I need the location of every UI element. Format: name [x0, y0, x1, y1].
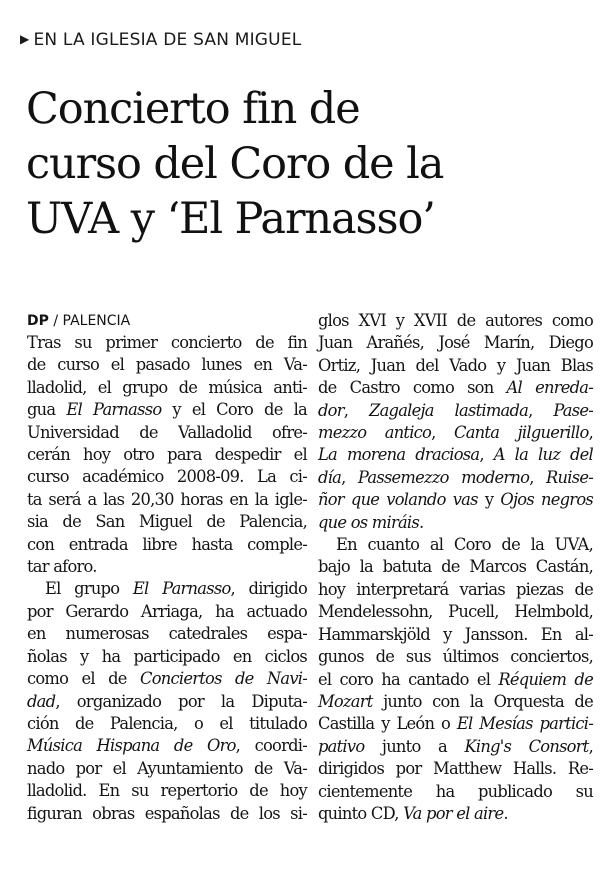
text-line: Hammarskjöld y Jansson. En al- [318, 624, 593, 644]
text-line: nado por el Ayuntamiento de Va- [27, 758, 307, 778]
text-run: , [588, 423, 594, 443]
triangle-arrow-icon: ▶ [20, 32, 30, 46]
text-run: , [528, 400, 554, 420]
text-line [318, 803, 593, 825]
text-line: figuran obras españolas de los si- [27, 803, 307, 823]
text-run: , [343, 400, 369, 420]
text-run: como el de [27, 669, 140, 689]
text-line: sia de San Miguel de Palencia, [27, 512, 307, 532]
italic-title: Va por el aire [403, 803, 504, 823]
text-line: cientemente ha publicado su [318, 781, 593, 801]
italic-title: A la luz del [493, 445, 594, 465]
kicker-text: EN LA IGLESIA DE SAN MIGUEL [33, 30, 302, 50]
text-run: junto con la Orquesta de [372, 691, 593, 711]
italic-title: dad [27, 691, 56, 711]
text-run: , [341, 467, 358, 487]
italic-title: Réquiem de [498, 669, 593, 689]
italic-title: Ojos negros [500, 490, 593, 510]
section-kicker [20, 30, 301, 50]
text-line [318, 736, 593, 758]
headline-line: curso del Coro de la [26, 139, 444, 189]
text-line [318, 422, 593, 444]
italic-title: King's Consort [464, 736, 589, 756]
text-line [27, 578, 307, 600]
text-run: Castilla y León o [318, 714, 457, 734]
text-run: junto a [364, 736, 465, 756]
text-line: por Gerardo Arriaga, ha actuado [27, 601, 307, 621]
text-line: Tras su primer concierto de fin [27, 333, 307, 352]
italic-title: que os miráis [318, 512, 419, 532]
italic-title: La morena draciosa [318, 445, 480, 465]
italic-title: dor [318, 400, 344, 420]
text-line: lladolid. En su repertorio de hoy [27, 781, 307, 801]
text-run: El grupo [45, 579, 133, 599]
italic-title: Música Hispana de Oro [27, 736, 236, 756]
italic-title: ñor que volando vas [318, 490, 478, 510]
text-run: , [529, 467, 547, 487]
text-line [318, 467, 593, 489]
headline [26, 82, 598, 247]
italic-title: pativo [318, 736, 365, 756]
text-line [27, 399, 307, 421]
text-line [27, 735, 307, 757]
text-run: , coordi- [235, 736, 307, 756]
italic-title: Zagaleja lastimada [369, 400, 529, 420]
text-line [318, 669, 593, 691]
italic-title: Pase- [553, 400, 593, 420]
text-line: ñolas y ha participado en ciclos [27, 646, 307, 666]
text-line: dirigidos por Matthew Halls. Re- [318, 759, 593, 779]
italic-title: Mozart [318, 691, 373, 711]
text-run: . [503, 803, 508, 823]
text-line: gunos de sus últimos conciertos, [318, 647, 593, 667]
text-line: bajo la batuta de Marcos Castán, [318, 557, 593, 577]
text-line: En cuanto al Coro de la UVA, [336, 535, 593, 555]
text-run: el coro ha cantado el [318, 669, 499, 689]
text-line [318, 713, 593, 735]
italic-title: El Parnasso [132, 579, 231, 599]
text-line [318, 377, 593, 399]
byline-place: PALENCIA [62, 313, 131, 329]
text-run: de Castro como son [318, 378, 507, 398]
text-run: , [479, 445, 494, 465]
text-line [318, 512, 593, 534]
text-line: con entrada libre hasta comple- [27, 534, 307, 554]
text-line: lladolid, el grupo de música anti- [27, 377, 307, 397]
text-line [318, 691, 593, 713]
italic-title: El Parnasso [66, 400, 162, 420]
text-line: tar aforo. [27, 557, 97, 577]
text-line: de curso el pasado lunes en Va- [27, 355, 307, 375]
text-line [318, 400, 593, 422]
article-column-right [318, 310, 593, 825]
byline [27, 310, 307, 332]
text-run: gua [27, 400, 67, 420]
text-line: ta será a las 20,30 horas en la igle- [27, 489, 307, 509]
text-line: cerán hoy otro para despedir el [27, 445, 307, 465]
text-line: Ortiz, Juan del Vado y Juan Blas [318, 355, 593, 375]
italic-title: mezzo antico [318, 423, 432, 443]
text-line: ción de Palencia, o el titulado [27, 713, 307, 733]
headline-line: UVA y ‘El Parnasso’ [26, 194, 435, 244]
text-line [27, 691, 307, 713]
text-run: y el Coro de la [161, 400, 308, 420]
article-column-left [27, 310, 307, 825]
text-line [318, 444, 593, 466]
text-line: Mendelessohn, Pucell, Helmbold, [318, 602, 593, 622]
italic-title: Canta jilguerillo [454, 423, 589, 443]
text-run: y [477, 490, 501, 510]
text-run: , [431, 423, 454, 443]
italic-title: día [318, 467, 342, 487]
text-run: . [419, 512, 424, 532]
text-line [27, 668, 307, 690]
text-run: , organizado por la Diputa- [55, 691, 307, 711]
italic-title: Conciertos de Navi- [140, 669, 307, 689]
italic-title: Al enreda- [506, 378, 594, 398]
byline-agency: DP [27, 313, 49, 329]
italic-title: Passemezzo moderno [357, 467, 530, 487]
text-line: Juan Arañés, José Marín, Diego [318, 333, 593, 353]
italic-title: El Mesías partici- [456, 714, 593, 734]
text-line: glos XVI y XVII de autores como [318, 311, 593, 330]
text-line: Universidad de Valladolid ofre- [27, 422, 307, 442]
text-run: , dirigido [230, 579, 307, 599]
text-line: hoy interpretará varias piezas de [318, 579, 593, 599]
text-line [318, 489, 593, 511]
text-line: curso académico 2008-09. La ci- [27, 467, 307, 487]
headline-line: Concierto fin de [26, 84, 360, 134]
text-run: quinto CD, [318, 803, 404, 823]
text-line: en numerosas catedrales espa- [27, 624, 307, 644]
italic-title: Ruise- [546, 467, 593, 487]
byline-separator: / [53, 313, 59, 329]
text-run: , [588, 736, 593, 756]
